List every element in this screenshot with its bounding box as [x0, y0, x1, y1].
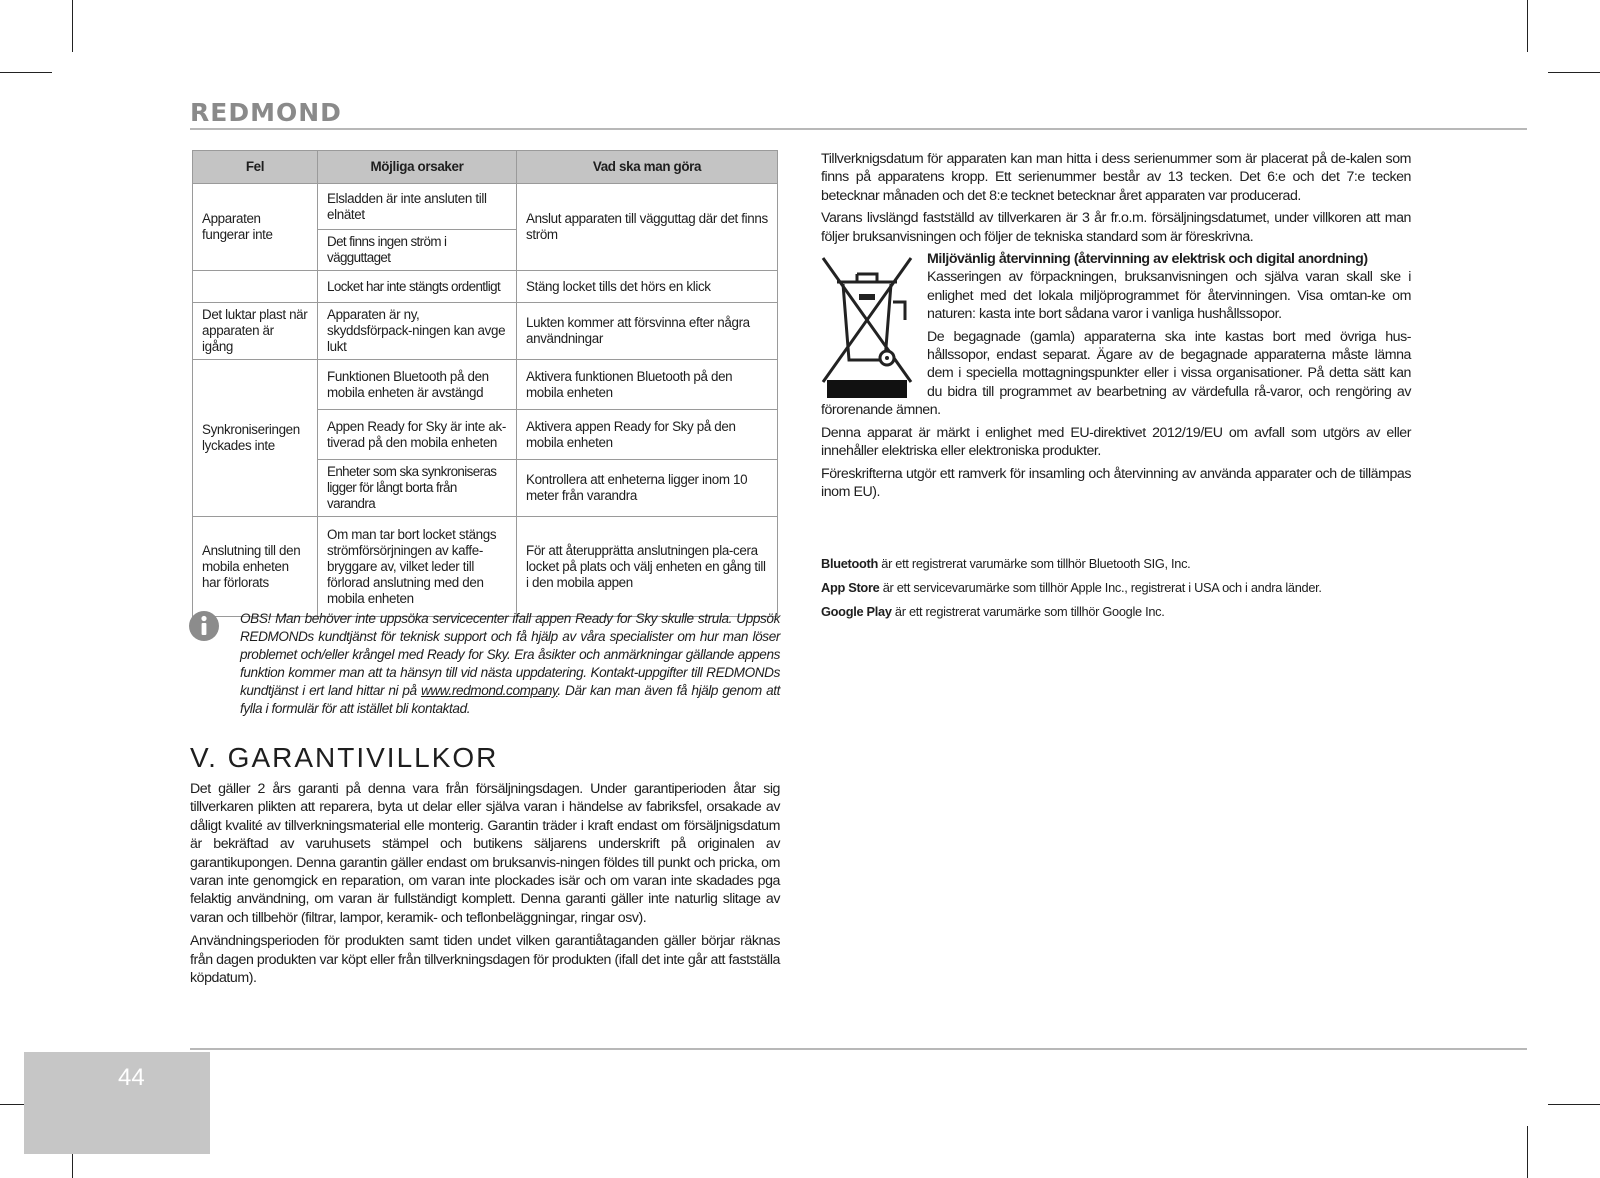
crop-mark: [1548, 72, 1600, 73]
crop-mark: [1527, 0, 1528, 52]
trademark-name: Bluetooth: [821, 556, 879, 571]
trademark-text: är ett registrerat varumärke som tillhör Bluetooth SIG, Inc.: [878, 556, 1191, 571]
obs-text-end: . Där kan man även få hjälp genom att fylla i formulär för att istället bli kontaktad.: [240, 683, 780, 716]
recycle-paragraph: De begagnade (gamla) apparaterna ska inte kastas bort med övriga hus-hållssopor, endast separat. Ägare av de begagnade apparaterna måste lämna dem i speciella mottagningspunkter eller i vissa organisationer. På detta sätt kan du bidra till programmet av bearbetning av värdefulla rå-varor, och rengöring av förorenande ämnen.: [821, 328, 1411, 419]
crop-mark: [0, 72, 52, 73]
fix-cell: Aktivera funktionen Bluetooth på den mobila enheten: [517, 360, 778, 410]
redmond-website-link[interactable]: www.redmond.company: [420, 683, 558, 698]
cause-cell: Funktionen Bluetooth på den mobila enheten är avstängd: [318, 360, 517, 410]
warranty-paragraph: Det gäller 2 års garanti på denna vara från försäljningsdagen. Under garantiperioden åtar sig tillverkaren plikten att reparera, byta ut delar eller själva varan i händelse av fabriksfel, orsakade av dåligt kvalité av tillverkningsmaterial elle monterig. Garantin träder i kraft endast om försäljnigsdatum är bekräftad av varuhusets stämpel och butikens säljarens underskrift på originalen av garantikupongen. Denna garantin gäller endast om bruksanvis-ningen földes till punkt och pricka, om varan inte genomgick en reparation, om varan inte plockades isär och om varan inte skadades pga felaktig användning, om varan är fullständigt komplett. Denna garanti gäller inte naturlig slitage av varan och tillbehör (filtrar, lampor, keramik- och teflonbeläggningar, ringar osv).: [190, 781, 780, 926]
page-number: 44: [118, 1064, 145, 1091]
trademark-line: [821, 576, 1421, 600]
cause-cell: Locket har inte stängts ordentligt: [318, 271, 517, 303]
troubleshooting-table: [192, 150, 778, 617]
cause-cell: Appen Ready for Sky är inte ak-tiverad på den mobila enheten: [318, 410, 517, 460]
col-header-fault: Fel: [193, 151, 318, 184]
recycling-section: [821, 250, 1411, 420]
fault-cell: Synkroniseringen lyckades inte: [193, 360, 318, 517]
cause-cell: Apparaten är ny, skyddsförpack-ningen kan avge lukt: [318, 303, 517, 360]
fix-cell: För att återupprätta anslutningen pla-cera locket på plats och välj enheten en gång till i den mobila appen: [517, 517, 778, 617]
obs-note: [240, 610, 780, 718]
fault-cell: Anslutning till den mobila enheten har förlorats: [193, 517, 318, 617]
lifespan-paragraph: Varans livslängd fastställd av tillverkaren är 3 år fr.o.m. försäljningsdatumet, under villkoren att man följer bruksanvisningen och följer de tekniska standard som är föreskrivna.: [821, 210, 1411, 245]
trademarks: [821, 552, 1421, 624]
warranty-text: [190, 780, 780, 992]
table-row: [193, 517, 778, 617]
fault-cell: Apparaten fungerar inte: [193, 184, 318, 271]
trademark-name: Google Play: [821, 604, 892, 619]
header-rule: [190, 128, 1527, 130]
fault-cell-empty: [193, 271, 318, 303]
info-icon: [188, 610, 220, 642]
fix-cell: Lukten kommer att försvinna efter några användningar: [517, 303, 778, 360]
cause-cell: Elsladden är inte ansluten till elnätet: [318, 184, 517, 230]
eu-framework-paragraph: Föreskrifterna utgör ett ramverk för insamling och återvinning av använda apparater och de tillämpas inom EU).: [821, 465, 1411, 500]
warranty-paragraph: Användningsperioden för produkten samt tiden undet vilken garantiåtaganden gäller börjar räknas från dagen produkten var köpt eller från tillverkningsdagen för produkten (ifall det inte går att fastställa köpdatum).: [190, 933, 780, 987]
right-column: [821, 150, 1411, 505]
fix-cell: Anslut apparaten till vägguttag där det finns ström: [517, 184, 778, 271]
fix-cell: Aktivera appen Ready for Sky på den mobila enheten: [517, 410, 778, 460]
table-row: [193, 271, 778, 303]
table-row: [193, 184, 778, 230]
fix-cell: Kontrollera att enheterna ligger inom 10 meter från varandra: [517, 460, 778, 517]
trademark-line: [821, 600, 1421, 624]
trademark-text: är ett servicevarumärke som tillhör Apple Inc., registrerat i USA och i andra länder.: [879, 580, 1322, 595]
obs-text: OBS! Man behöver inte uppsöka servicecenter ifall appen Ready for Sky skulle strula. Uppsök REDMONDs kundtjänst för teknisk support och få hjälp av våra specialister om hur man löser problemet och/eller krångel med Ready for Sky. Era åsikter och anmärkningar gällande appens funktion kommer man att ta hänsyn till vid nästa uppdatering. Kontakt-uppgifter till REDMONDs kundtjänst i ert land hittar ni på: [240, 611, 780, 698]
recycle-title: Miljövänlig återvinning (återvinning av elektrisk och digital anordning): [927, 251, 1368, 268]
manufacture-date-paragraph: Tillverknigsdatum för apparaten kan man hitta i dess serienummer som är placerat på de-kalen som finns på apparatens kropp. Ett serienummer består av 13 tecken. Det 6:e och det 7:e tecken betecknar månaden och det 8:e tecknet betecknar året apparaten var producerad.: [821, 151, 1411, 204]
col-header-fix: Vad ska man göra: [517, 151, 778, 184]
warranty-heading: V. GARANTIVILLKOR: [190, 742, 499, 773]
trademark-line: [821, 552, 1421, 576]
eu-directive-paragraph: Denna apparat är märkt i enlighet med EU-direktivet 2012/19/ЕU om avfall som utgörs av eller innehåller elektriska eller elektroniska produkter.: [821, 424, 1411, 460]
table-header-row: [193, 151, 778, 184]
crop-mark: [1548, 1104, 1600, 1105]
cause-cell: Det finns ingen ström i vägguttaget: [318, 230, 517, 271]
table-row: [193, 303, 778, 360]
trademark-text: är ett registrerat varumärke som tillhör Google Inc.: [891, 604, 1165, 619]
fix-cell: Stäng locket tills det hörs en klick: [517, 271, 778, 303]
recycle-text: Kasseringen av förpackningen, bruksanvisningen och själva varan skall ske i enlighet med det lokala miljöprogrammet för återvinningen. Visa omtan-ke om naturen: kasta inte bort sådana varor i vanliga hushållssopor.: [927, 269, 1411, 323]
table-row: [193, 360, 778, 410]
fault-cell: Det luktar plast när apparaten är igång: [193, 303, 318, 360]
crossed-out-bin-icon: [821, 254, 913, 400]
cause-cell: Enheter som ska synkroniseras ligger för långt borta från varandra: [318, 460, 517, 517]
brand-logo: REDMOND: [190, 98, 342, 127]
cause-cell: Om man tar bort locket stängs strömförsörjningen av kaffe-bryggare av, vilket leder till förlorad anslutning med den mobila enheten: [318, 517, 517, 617]
crop-mark: [72, 0, 73, 52]
trademark-name: App Store: [821, 580, 880, 595]
crop-mark: [1527, 1126, 1528, 1178]
footer-rule: [190, 1048, 1527, 1050]
col-header-cause: Möjliga orsaker: [318, 151, 517, 184]
page-number-box: [24, 1052, 210, 1154]
